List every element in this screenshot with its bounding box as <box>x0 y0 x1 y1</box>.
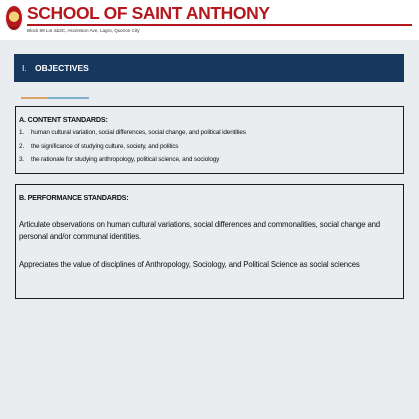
header-divider <box>27 24 412 26</box>
school-address: Block 89 Lot 4&3C, Ascension Ave, Lagro, Quezon City <box>27 28 140 33</box>
list-item: 3. the rationale for studying anthropology, political science, and sociology <box>19 156 220 163</box>
section-title-text: OBJECTIVES <box>35 63 89 73</box>
content-standards-title: A. CONTENT STANDARDS: <box>19 115 108 124</box>
section-title <box>22 63 89 73</box>
content-standards-list <box>19 126 399 167</box>
performance-standards-box <box>15 184 404 299</box>
performance-standards-title: B. PERFORMANCE STANDARDS: <box>19 193 129 202</box>
section-banner <box>14 54 404 82</box>
list-item: 2. the significance of studying culture, society, and politics <box>19 142 179 150</box>
content-standards-box <box>15 106 404 174</box>
section-number: I. <box>22 63 27 73</box>
accent-divider <box>21 97 89 99</box>
school-header <box>0 0 419 40</box>
school-name: SCHOOL OF SAINT ANTHONY <box>27 3 270 23</box>
performance-standard-paragraph: Appreciates the value of disciplines of Anthropology, Sociology, and Political Science as social sciences <box>19 260 360 269</box>
performance-standard-paragraph: Articulate observations on human cultural variations, social differences and commonalities, social change and personal and/or communal identities. <box>19 220 380 241</box>
list-item: 1. human cultural variation, social differences, social change, and political identities <box>19 129 246 136</box>
school-seal-icon <box>5 5 23 31</box>
